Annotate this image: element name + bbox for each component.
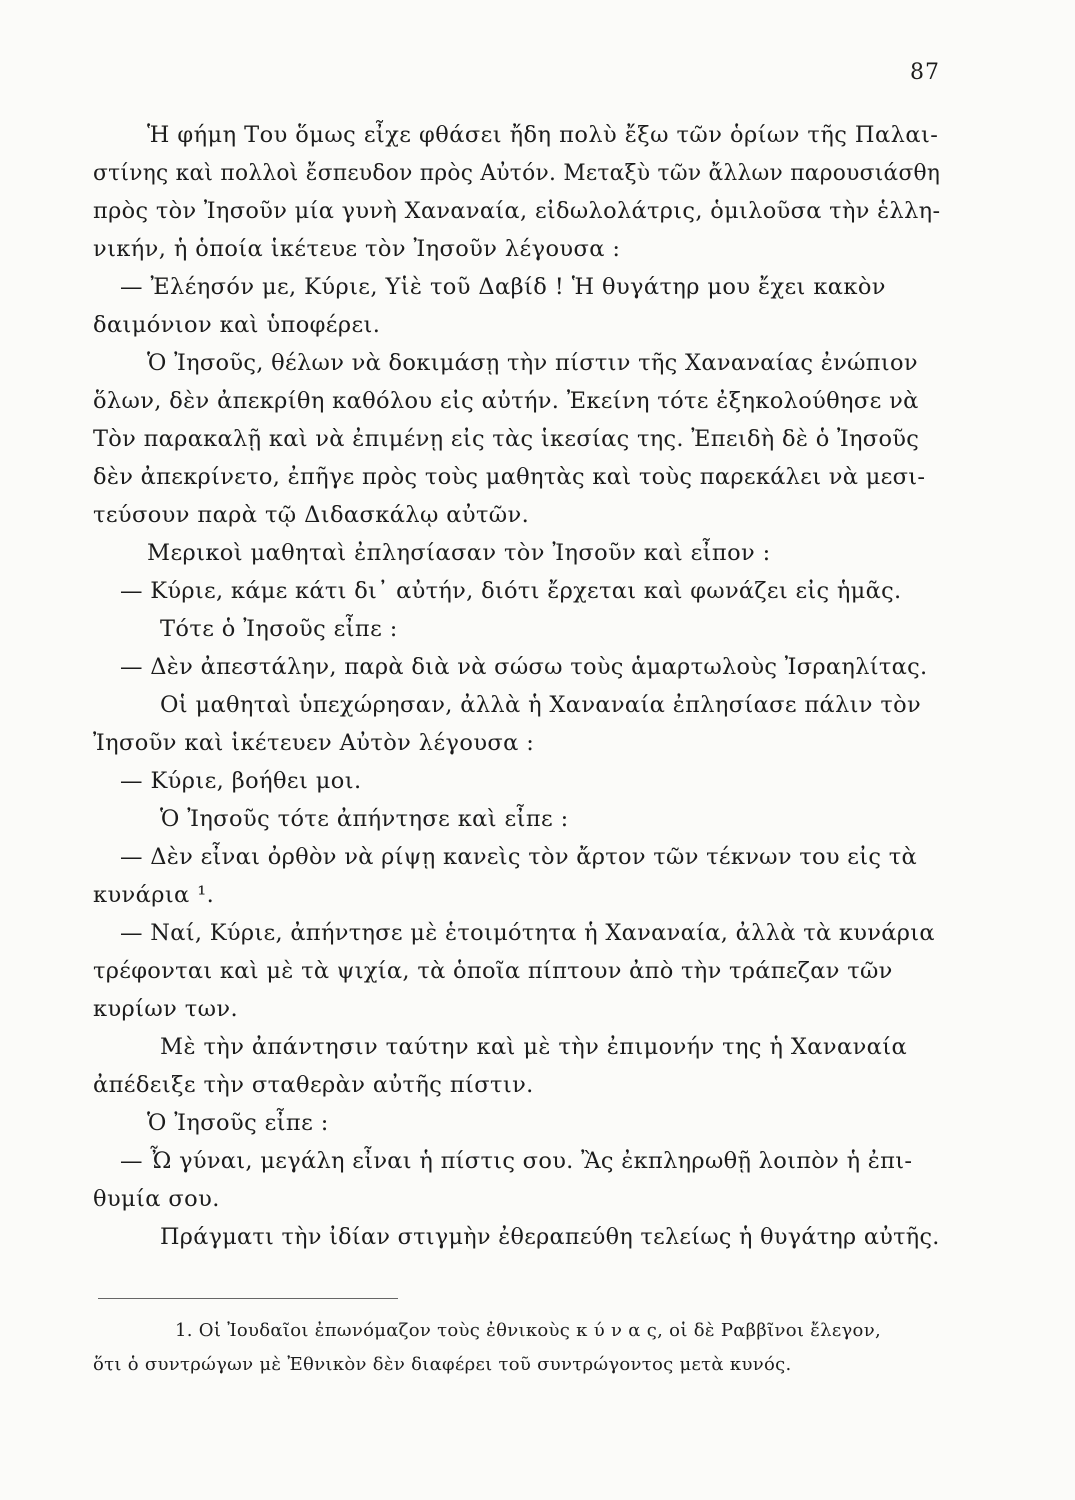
page-number: 87: [910, 60, 940, 85]
text-line: πρὸς τὸν Ἰησοῦν μία γυνὴ Χαναναία, εἰδωλολάτρις, ὁμιλοῦσα τὴν ἑλλη-: [93, 198, 941, 224]
text-line: Πράγματι τὴν ἰδίαν στιγμὴν ἐθεραπεύθη τελείως ἡ θυγάτηρ αὐτῆς.: [160, 1224, 940, 1250]
text-line: Οἱ μαθηταὶ ὑπεχώρησαν, ἀλλὰ ἡ Χαναναία ἐπλησίασε πάλιν τὸν: [160, 692, 922, 718]
text-line: στίνης καὶ πολλοὶ ἔσπευδον πρὸς Αὐτόν. Μεταξὺ τῶν ἄλλων παρουσιάσθη: [93, 160, 941, 186]
text-line: — Κύριε, κάμε κάτι δι᾿ αὐτήν, διότι ἔρχεται καὶ φωνάζει εἰς ἡμᾶς.: [120, 578, 902, 604]
text-line: — Δὲν ἀπεστάλην, παρὰ διὰ νὰ σώσω τοὺς ἁμαρτωλοὺς Ἰσραηλίτας.: [120, 654, 928, 680]
text-line: νικήν, ἡ ὁποία ἱκέτευε τὸν Ἰησοῦν λέγουσα :: [93, 236, 621, 262]
text-line: Ἡ φήμη Του ὅμως εἶχε φθάσει ἤδη πολὺ ἔξω τῶν ὁρίων τῆς Παλαι-: [147, 122, 939, 148]
text-line: — Ναί, Κύριε, ἀπήντησε μὲ ἑτοιμότητα ἡ Χαναναία, ἀλλὰ τὰ κυνάρια: [120, 920, 935, 946]
footnote-line: ὅτι ὁ συντρώγων μὲ Ἐθνικὸν δὲν διαφέρει τοῦ συντρώγοντος μετὰ κυνός.: [93, 1354, 792, 1375]
text-line: Ὁ Ἰησοῦς, θέλων νὰ δοκιμάσῃ τὴν πίστιν τῆς Χαναναίας ἐνώπιον: [147, 350, 918, 376]
text-line: τρέφονται καὶ μὲ τὰ ψιχία, τὰ ὁποῖα πίπτουν ἀπὸ τὴν τράπεζαν τῶν: [93, 958, 893, 984]
text-line: Τὸν παρακαλῇ καὶ νὰ ἐπιμένῃ εἰς τὰς ἱκεσίας της. Ἐπειδὴ δὲ ὁ Ἰησοῦς: [93, 426, 920, 452]
text-line: κυνάρια ¹.: [93, 882, 215, 908]
text-line: θυμία σου.: [93, 1186, 220, 1212]
text-line: δαιμόνιον καὶ ὑποφέρει.: [93, 312, 381, 338]
text-line: κυρίων των.: [93, 996, 238, 1022]
text-line: Ὁ Ἰησοῦς τότε ἀπήντησε καὶ εἶπε :: [160, 806, 569, 832]
text-line: — Ἐλέησόν με, Κύριε, Υἱὲ τοῦ Δαβίδ ! Ἡ θυγάτηρ μου ἔχει κακὸν: [120, 274, 886, 300]
text-line: — Κύριε, βοήθει μοι.: [120, 768, 362, 794]
text-line: — Ὦ γύναι, μεγάλη εἶναι ἡ πίστις σου. Ἂς ἐκπληρωθῇ λοιπὸν ἡ ἐπι-: [120, 1148, 913, 1174]
text-line: τεύσουν παρὰ τῷ Διδασκάλῳ αὐτῶν.: [93, 502, 530, 528]
footnote-line: 1. Οἱ Ἰουδαῖοι ἐπωνόμαζον τοὺς ἐθνικοὺς κ ύ ν α ς, οἱ δὲ Ραββῖνοι ἔλεγον,: [175, 1320, 881, 1341]
footnote-divider: [98, 1298, 398, 1299]
text-line: ἀπέδειξε τὴν σταθερὰν αὐτῆς πίστιν.: [93, 1072, 534, 1098]
text-line: Τότε ὁ Ἰησοῦς εἶπε :: [160, 616, 398, 642]
text-line: Μὲ τὴν ἀπάντησιν ταύτην καὶ μὲ τὴν ἐπιμονήν της ἡ Χαναναία: [160, 1034, 908, 1060]
text-line: — Δὲν εἶναι ὀρθὸν νὰ ρίψῃ κανεὶς τὸν ἄρτον τῶν τέκνων του εἰς τὰ: [120, 844, 917, 870]
text-line: ὅλων, δὲν ἀπεκρίθη καθόλου εἰς αὐτήν. Ἐκείνη τότε ἐξηκολούθησε νὰ: [93, 388, 919, 414]
text-line: Ἰησοῦν καὶ ἱκέτευεν Αὐτὸν λέγουσα :: [93, 730, 535, 756]
text-line: δὲν ἀπεκρίνετο, ἐπῆγε πρὸς τοὺς μαθητὰς καὶ τοὺς παρεκάλει νὰ μεσι-: [93, 464, 926, 490]
text-line: Μερικοὶ μαθηταὶ ἐπλησίασαν τὸν Ἰησοῦν καὶ εἶπον :: [147, 540, 771, 566]
text-line: Ὁ Ἰησοῦς εἶπε :: [147, 1110, 329, 1136]
